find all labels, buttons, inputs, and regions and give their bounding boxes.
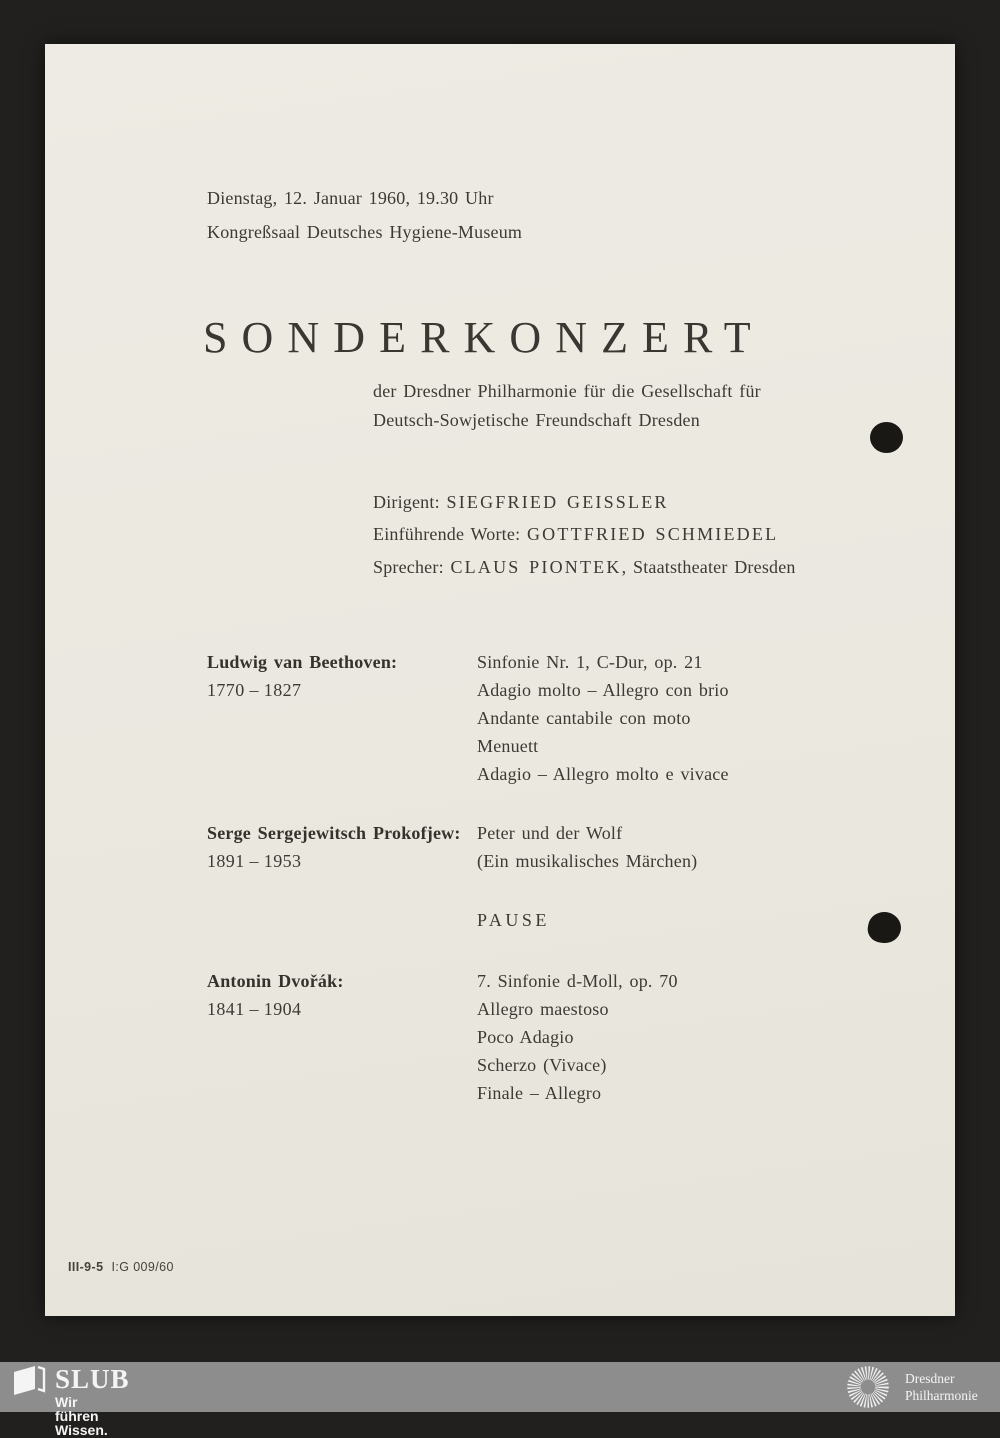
credit-speaker <box>373 556 796 579</box>
credit-name: GOTTFRIED SCHMIEDEL <box>526 524 779 544</box>
piece-title: 7. Sinfonie d-Moll, op. 70 <box>477 971 678 991</box>
program-work-prokofjew <box>207 823 927 973</box>
movement: Andante cantabile con moto <box>477 708 691 728</box>
subtitle-line: Deutsch-Sowjetische Freundschaft Dresden <box>373 410 700 430</box>
program-work-dvorak <box>207 971 927 1121</box>
subtitle-line: der Dresdner Philharmonie für die Gesellschaft für <box>373 381 761 401</box>
movement: Menuett <box>477 736 539 756</box>
composer-name: Serge Sergejewitsch Prokofjew: <box>207 823 461 843</box>
composer-dates: 1891 – 1953 <box>207 851 302 871</box>
page-title: SONDERKONZERT <box>203 313 765 362</box>
composer-name: Antonin Dvořák: <box>207 971 344 991</box>
credit-label: Einführende Worte: <box>373 524 527 544</box>
philharmonie-line1: Dresdner <box>905 1371 955 1386</box>
movement: Poco Adagio <box>477 1027 574 1047</box>
movement: Adagio – Allegro molto e vivace <box>477 764 729 784</box>
punch-hole <box>870 422 903 453</box>
credit-conductor <box>373 491 669 514</box>
pause-label: PAUSE <box>477 910 550 930</box>
credit-label: Sprecher: <box>373 557 451 577</box>
piece-title: Sinfonie Nr. 1, C-Dur, op. 21 <box>477 652 703 672</box>
slub-tagline: Wir führen Wissen. <box>55 1394 108 1438</box>
date-line: Dienstag, 12. Januar 1960, 19.30 Uhr <box>207 188 494 208</box>
composer-dates: 1841 – 1904 <box>207 999 302 1019</box>
program-work-beethoven <box>207 652 927 802</box>
starburst-icon <box>845 1364 891 1410</box>
philharmonie-wordmark <box>905 1371 978 1404</box>
movement: Finale – Allegro <box>477 1083 602 1103</box>
credit-name: SIEGFRIED GEISSLER <box>446 492 669 512</box>
archive-code: III-9-5 <box>68 1260 104 1274</box>
movement: Scherzo (Vivace) <box>477 1055 607 1075</box>
credit-introduction <box>373 523 778 546</box>
movement: Adagio molto – Allegro con brio <box>477 680 729 700</box>
piece-title: Peter und der Wolf <box>477 823 623 843</box>
program-page <box>45 44 955 1316</box>
philharmonie-line2: Philharmonie <box>905 1387 978 1403</box>
slub-wordmark: SLUB <box>55 1364 130 1394</box>
credit-name: CLAUS PIONTEK <box>450 557 622 577</box>
viewer-footer-bar <box>0 1362 1000 1438</box>
movement: Allegro maestoso <box>477 999 609 1019</box>
piece-subtitle: (Ein musikalisches Märchen) <box>477 851 698 871</box>
archive-shelf-mark <box>68 1260 174 1274</box>
venue-line: Kongreßsaal Deutsches Hygiene-Museum <box>207 222 523 242</box>
credit-suffix: , Staatstheater Dresden <box>621 557 796 577</box>
credit-label: Dirigent: <box>373 492 447 512</box>
composer-dates: 1770 – 1827 <box>207 680 302 700</box>
open-book-icon <box>14 1365 46 1396</box>
composer-name: Ludwig van Beethoven: <box>207 652 398 672</box>
archive-reference: I:G 009/60 <box>111 1260 174 1274</box>
